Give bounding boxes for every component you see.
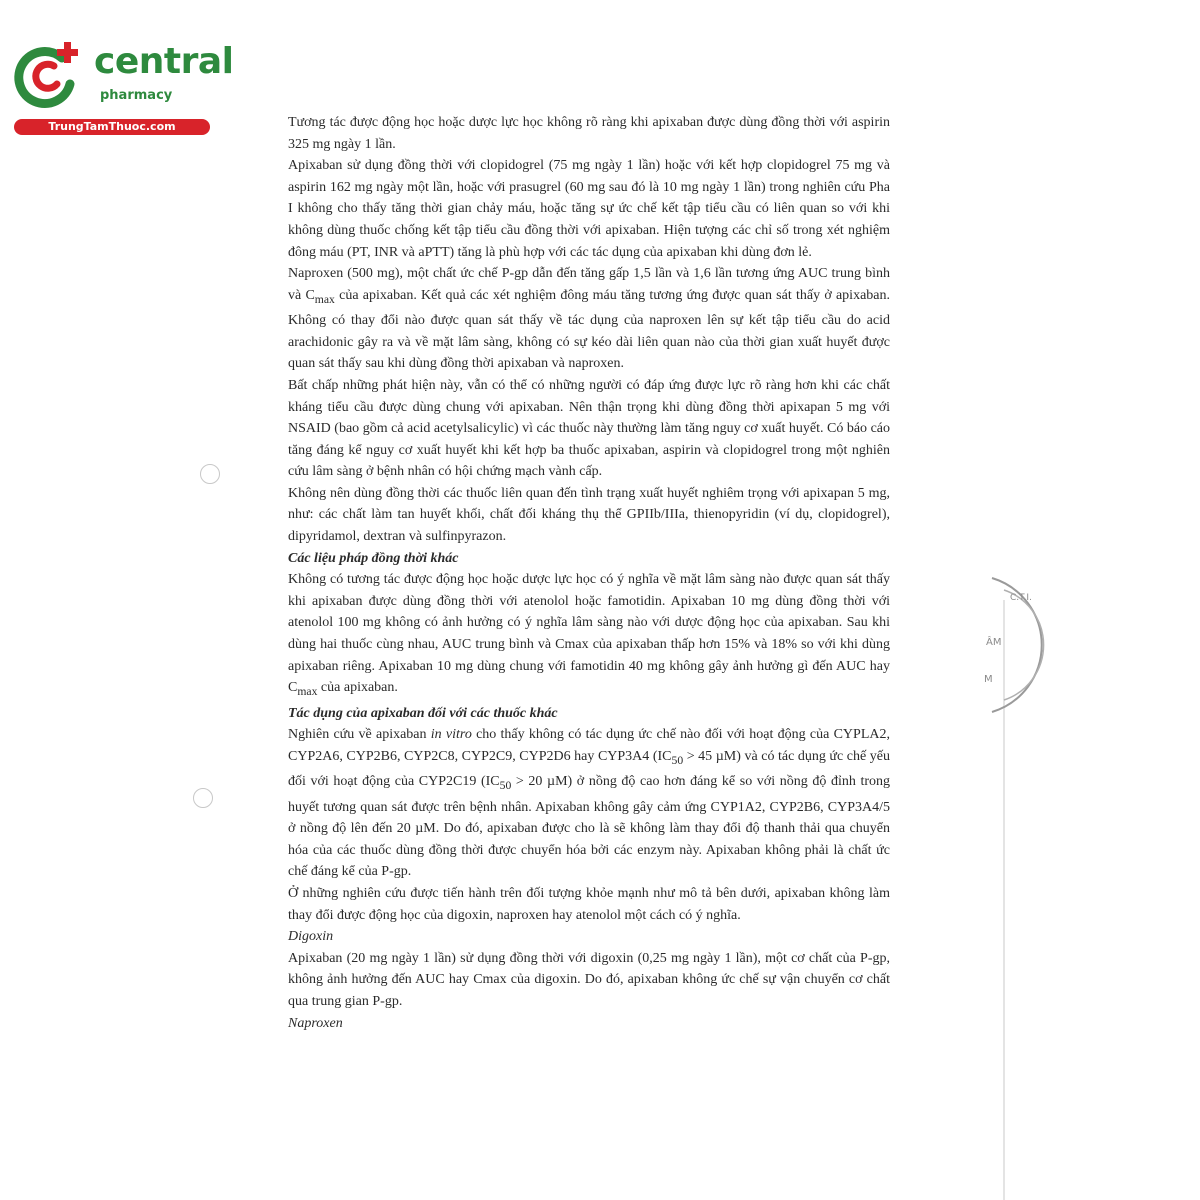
document-body [288, 112, 890, 1034]
seal-stamp [976, 570, 1046, 720]
subsection-heading: Naproxen [288, 1015, 343, 1031]
brand-name: central [94, 41, 234, 82]
paragraph: Naproxen (500 mg), một chất ức chế P-gp dẫn đến tăng gấp 1,5 lần và 1,6 lần tương ứng AUC trung bình và $C_{max}$ của apixaban. Kết quả các xét nghiệm đông máu tăng tương ứng được quan sát thấy ở apixaban. Không có thay đổi nào được quan sát thấy về tác dụng của naproxen lên sự kết tập tiểu cầu do acid arachidonic gây ra và về mặt lâm sàng, không có sự kéo dài liên quan nào của thời gian xuất huyết được quan sát thấy sau khi dùng đồng thời apixaban và naproxen. [288, 266, 890, 372]
punch-hole-mark [200, 464, 220, 484]
punch-hole-mark [193, 788, 213, 808]
subsection-heading: Digoxin [288, 929, 334, 945]
plus-cross-icon [10, 38, 82, 110]
svg-text:ÂM: ÂM [986, 637, 1002, 648]
brand-subtitle: pharmacy [100, 88, 173, 103]
brand-logo [10, 38, 234, 138]
paragraph: Apixaban (20 mg ngày 1 lần) sử dụng đồng thời với digoxin (0,25 mg ngày 1 lần), một cơ chất của P-gp, không ảnh hưởng đến AUC hay Cmax của digoxin. Do đó, apixaban không ức chế sự vận chuyển cơ chất qua trung gian P-gp. [288, 950, 890, 1009]
section-heading: Các liệu pháp đồng thời khác [288, 550, 459, 566]
brand-url-badge: TrungTamThuoc.com [14, 119, 210, 135]
stamp-text: C.T.I. [1010, 593, 1032, 603]
paragraph: Tương tác được động học hoặc dược lực học không rõ ràng khi apixaban được dùng đồng thời với aspirin 325 mg ngày 1 lần. [288, 115, 890, 152]
svg-text:M: M [984, 674, 993, 685]
paragraph: Nghiên cứu về apixaban in vitro cho thấy không có tác dụng ức chế nào đối với hoạt động của CYPLA2, CYP2A6, CYP2B6, CYP2C8, CYP2C9, CYP2D6 hay CYP3A4 ($IC_{50} > 45$ µM) và có tác dụng ức chế yếu đối với hoạt động của CYP2C19 ($IC_{50} > 20$ µM) ở nồng độ cao hơn đáng kể so với nồng độ đỉnh trong huyết tương quan sát được trên bệnh nhân. Apixaban không gây cảm ứng CYP1A2, CYP2B6, CYP3A4/5 ở nồng độ lên đến 20 µM. Do đó, apixaban được cho là sẽ không làm thay đổi độ thanh thải qua chuyển hóa của các thuốc dùng đồng thời được chuyển hóa bởi các enzym này. Apixaban không phải là chất ức chế đáng kể của P-gp. [288, 727, 890, 880]
section-heading: Tác dụng của apixaban đối với các thuốc khác [288, 705, 558, 721]
paragraph: Ở những nghiên cứu được tiến hành trên đối tượng khỏe mạnh như mô tả bên dưới, apixaban không làm thay đổi được động học của digoxin, naproxen hay atenolol một cách có ý nghĩa. [288, 885, 890, 923]
paragraph: Không nên dùng đồng thời các thuốc liên quan đến tình trạng xuất huyết nghiêm trọng với apixapan 5 mg, như: các chất làm tan huyết khối, chất đối kháng thụ thể GPIIb/IIIa, thienopyridin (ví dụ, clopidogrel), dipyridamol, dextran và sulfinpyrazon. [288, 485, 890, 545]
paragraph: Apixaban sử dụng đồng thời với clopidogrel (75 mg ngày 1 lần) hoặc với kết hợp clopidogrel 75 mg và aspirin 162 mg ngày một lần, hoặc với prasugrel (60 mg sau đó là 10 mg ngày 1 lần) trong nghiên cứu Pha I không cho thấy tăng thời gian chảy máu, hoặc tăng sự ức chế kết tập tiểu cầu có liên quan so với khi không dùng thuốc chống kết tập tiểu cầu đồng thời với apixaban. Hiện tượng các chỉ số trong xét nghiệm đông máu (PT, INR và aPTT) tăng là phù hợp với các tác dụng của apixaban khi dùng đơn lẻ. [288, 158, 890, 260]
paragraph: Không có tương tác được động học hoặc dược lực học có ý nghĩa về mặt lâm sàng nào được quan sát thấy khi apixaban được dùng đồng thời với atenolol hoặc famotidin. Apixaban 10 mg dùng đồng thời với atenolol 100 mg không có ảnh hưởng có ý nghĩa lâm sàng nào với dược động học của apixaban. Sau khi dùng hai thuốc cùng nhau, AUC trung bình và Cmax của apixaban thấp hơn 15% và 18% so với khi dùng apixaban riêng. Apixaban 10 mg dùng chung với famotidin 40 mg không gây ảnh hưởng gì đến AUC hay $C_{max}$ của apixaban. [288, 572, 890, 699]
paragraph: Bất chấp những phát hiện này, vẫn có thể có những người có đáp ứng được lực rõ ràng hơn khi các chất kháng tiểu cầu được dùng chung với apixaban. Nên thận trọng khi dùng đồng thời apixapan 5 mg với NSAID (bao gồm cả acid acetylsalicylic) vì các thuốc này thường làm tăng nguy cơ xuất huyết. Có báo cáo tăng đáng kể nguy cơ xuất huyết khi kết hợp ba thuốc apixaban, aspirin và clopidogrel trong một nghiên cứu lâm sàng ở bệnh nhân có hội chứng mạch vành cấp. [288, 377, 890, 480]
